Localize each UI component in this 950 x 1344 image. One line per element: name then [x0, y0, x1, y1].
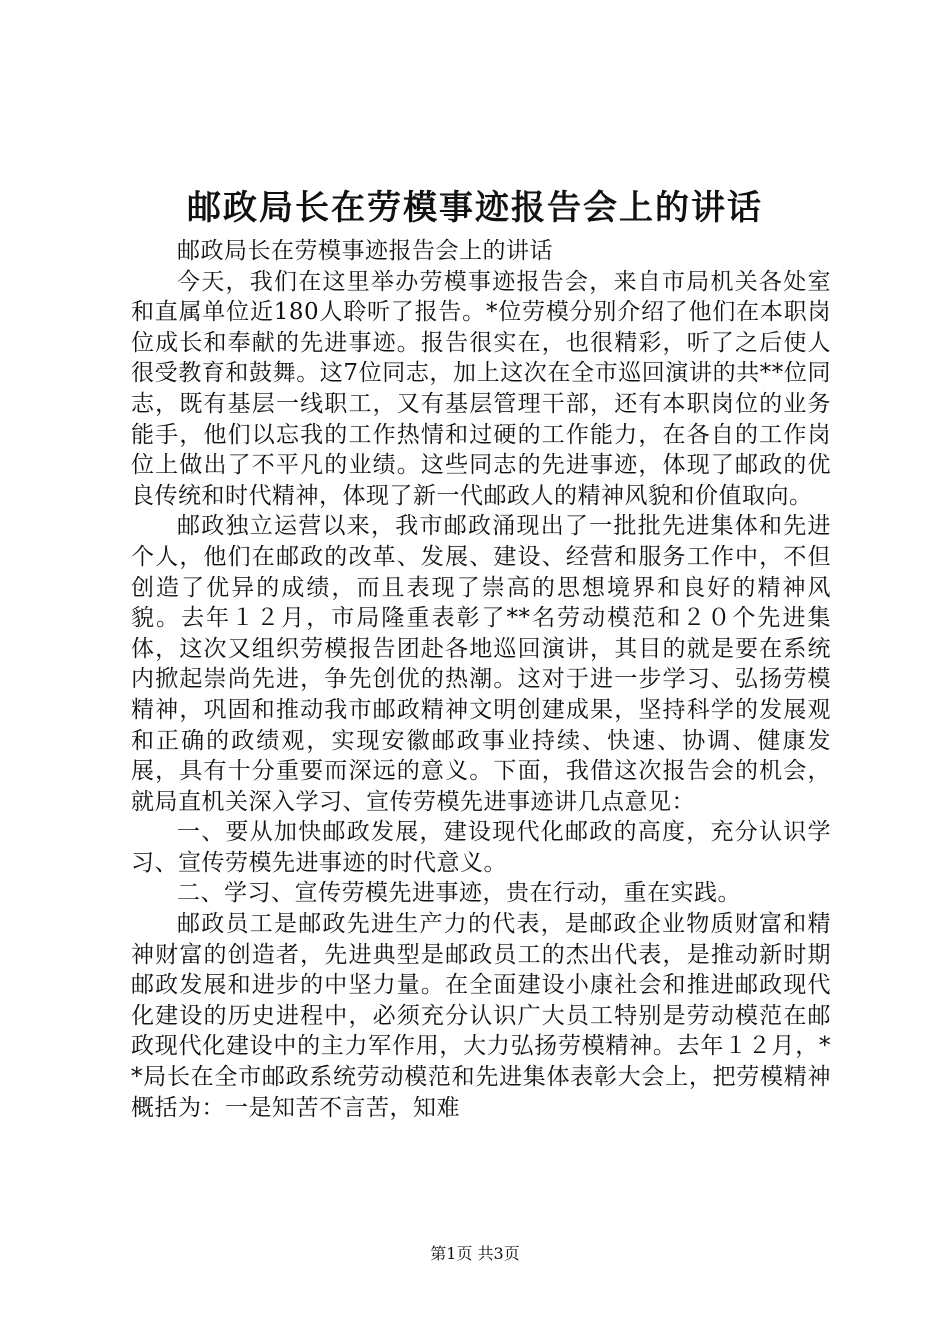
paragraph: 今天，我们在这里举办劳模事迹报告会，来自市局机关各处室和直属单位近180人聆听了报告。*位劳模分别介绍了他们在本职岗位成长和奉献的先进事迹。报告很实在，也很精彩，听了之后使人很受教育和鼓舞。这7位同志，加上这次在全市巡回演讲的共**位同志，既有基层一线职工，又有基层管理干部，还有本职岗位的业务能手，他们以忘我的工作热情和过硬的工作能力，在各自的工作岗位上做出了不平凡的业绩。这些同志的先进事迹，体现了邮政的优良传统和时代精神，体现了新一代邮政人的精神风貌和价值取向。: [131, 268, 831, 509]
paragraph: 邮政员工是邮政先进生产力的代表，是邮政企业物质财富和精神财富的创造者，先进典型是邮政员工的杰出代表，是推动新时期邮政发展和进步的中坚力量。在全面建设小康社会和推进邮政现代化建设的历史进程中，必须充分认识广大员工特别是劳动模范在邮政现代化建设中的主力军作用，大力弘扬劳模精神。去年１２月，**局长在全市邮政系统劳动模范和先进集体表彰大会上，把劳模精神概括为：一是知苦不言苦，知难: [131, 911, 831, 1121]
paragraph-subtitle: 邮政局长在劳模事迹报告会上的讲话: [177, 238, 553, 264]
paragraph: 邮政独立运营以来，我市邮政涌现出了一批批先进集体和先进个人，他们在邮政的改革、发展、建设、经营和服务工作中，不但创造了优异的成绩，而且表现了崇高的思想境界和良好的精神风貌。去年１２月，市局隆重表彰了**名劳动模范和２０个先进集体，这次又组织劳模报告团赴各地巡回演讲，其目的就是要在系统内掀起崇尚先进，争先创优的热潮。这对于进一步学习、弘扬劳模精神，巩固和推动我市邮政精神文明创建成果，坚持科学的发展观和正确的政绩观，实现安徽邮政事业持续、快速、协调、健康发展，具有十分重要而深远的意义。下面，我借这次报告会的机会，就局直机关深入学习、宣传劳模先进事迹讲几点意见：: [131, 513, 831, 815]
paragraph-heading: 一、要从加快邮政发展，建设现代化邮政的高度，充分认识学习、宣传劳模先进事迹的时代意义。: [131, 819, 831, 876]
document-title: 邮政局长在劳模事迹报告会上的讲话: [187, 188, 763, 228]
paragraph-heading: 二、学习、宣传劳模先进事迹，贵在行动，重在实践。: [177, 880, 741, 907]
document-body: [131, 236, 831, 1123]
page-number-footer: 第1页 共3页: [430, 1244, 520, 1263]
